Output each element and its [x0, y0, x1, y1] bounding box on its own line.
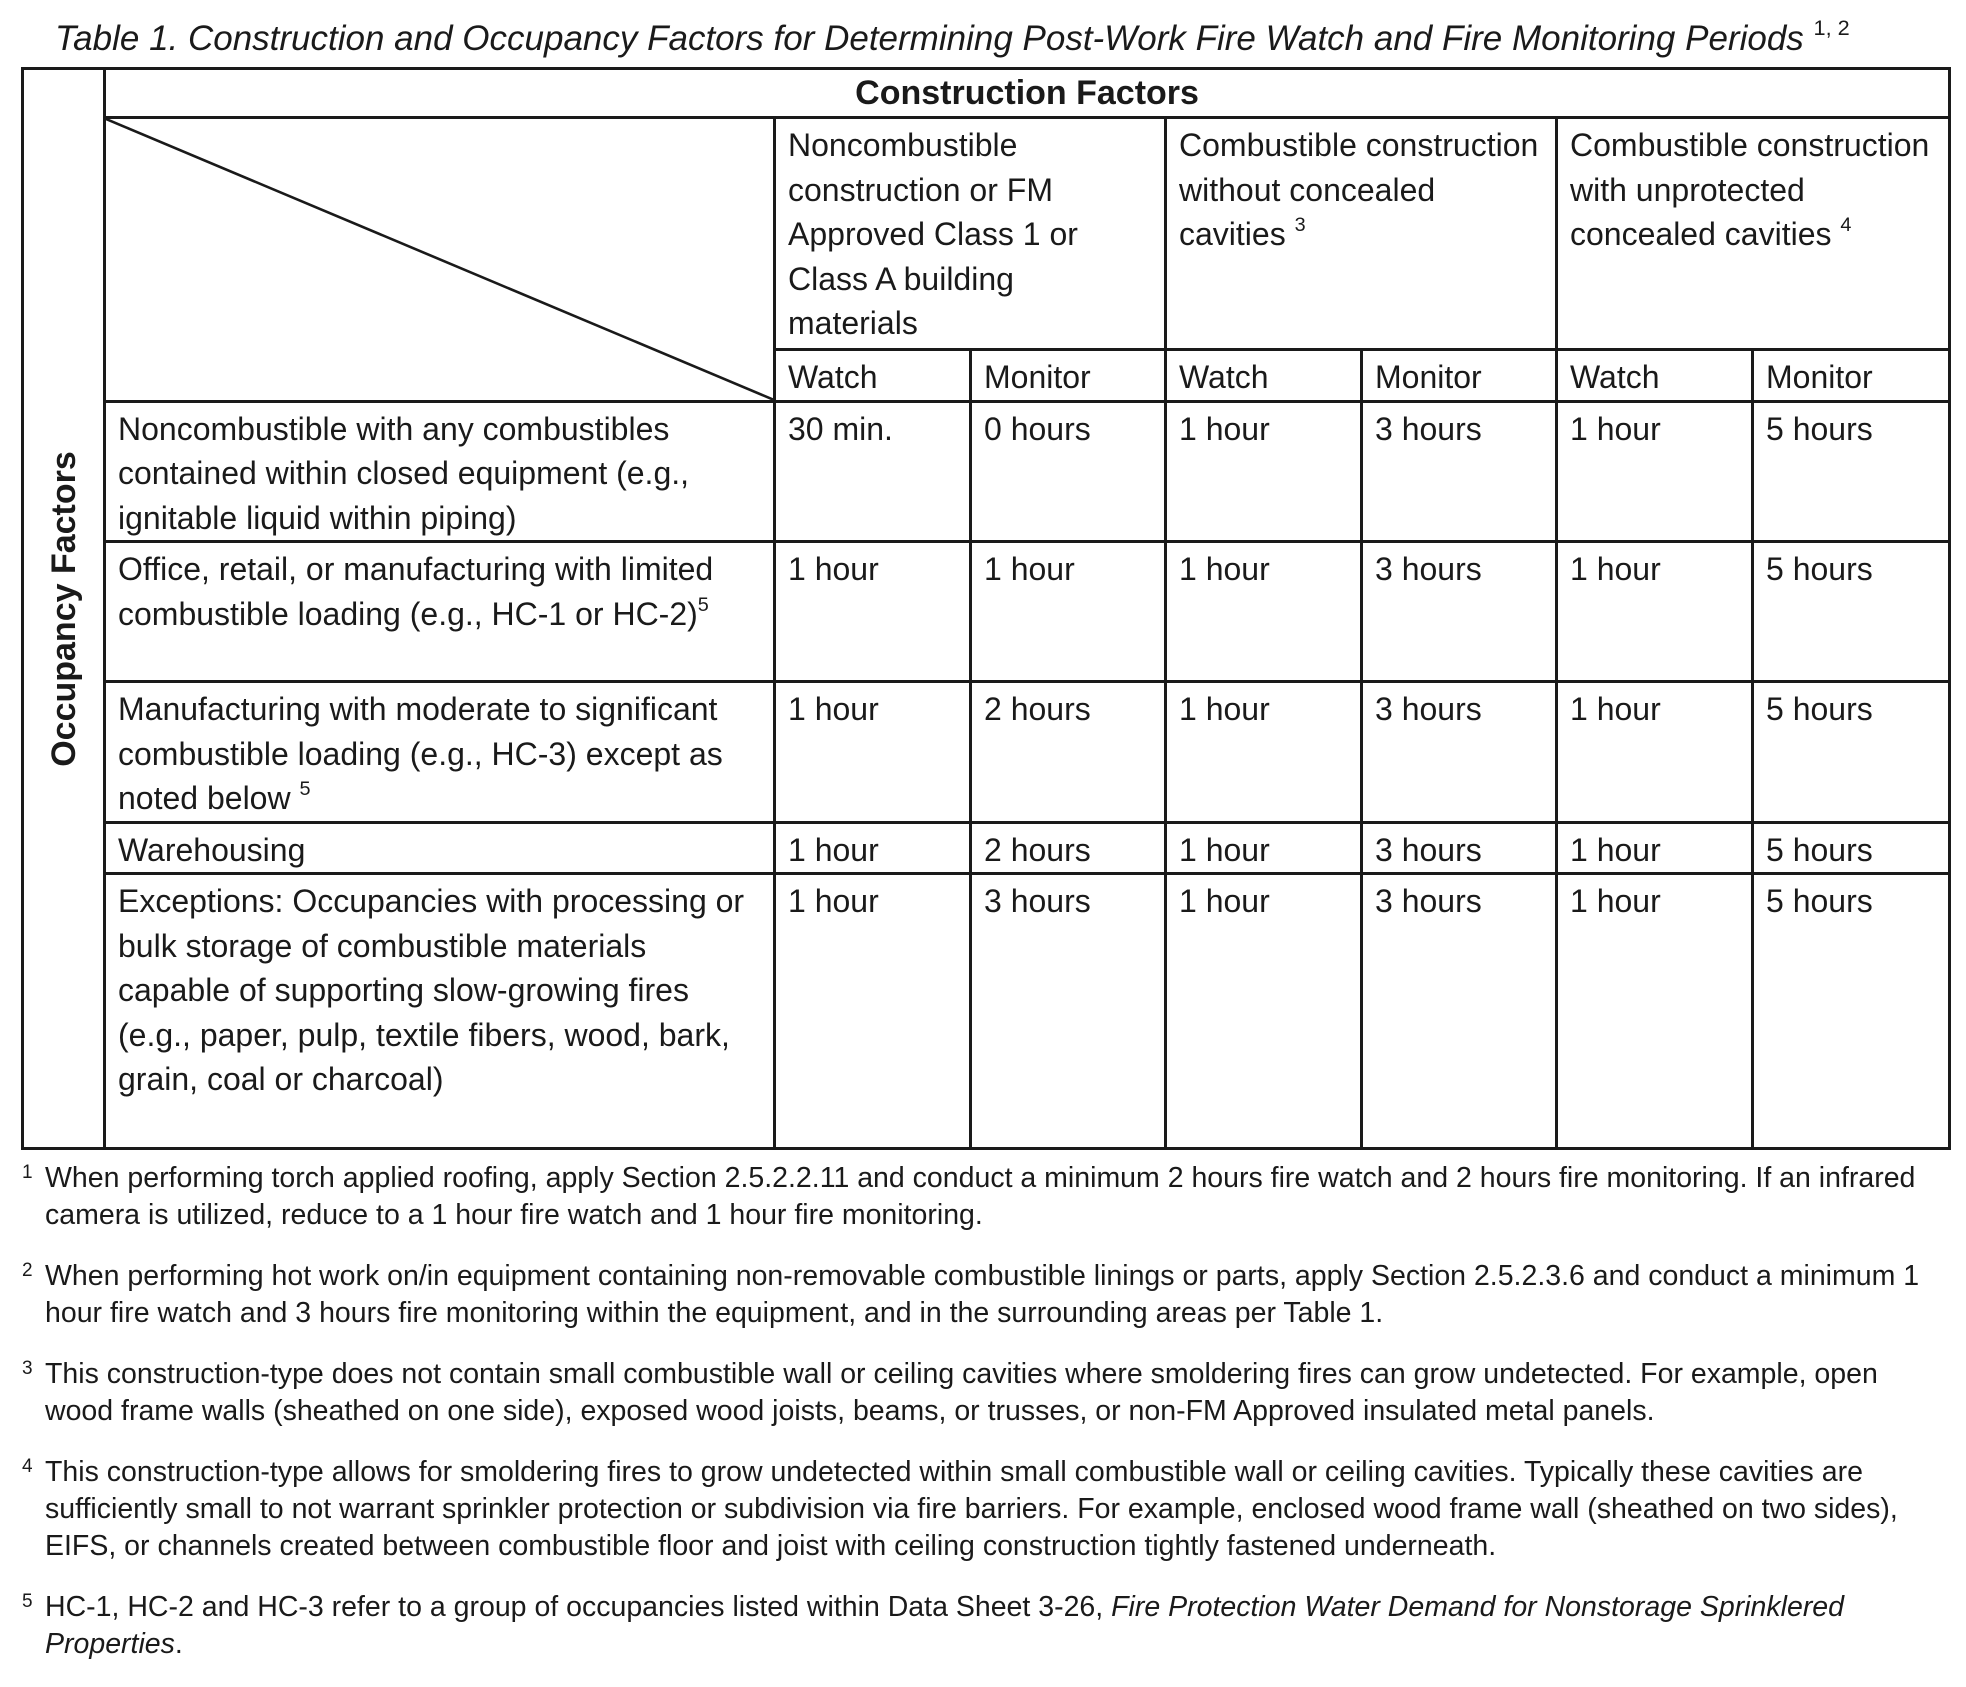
- sub-header-monitor: Monitor: [971, 350, 1166, 402]
- diagonal-line: [106, 119, 773, 400]
- occupancy-factors-header: [23, 69, 105, 1149]
- table-cell: 3 hours: [1362, 682, 1557, 823]
- sub-header-monitor: Monitor: [1753, 350, 1950, 402]
- data-sheet-title: Fire Protection Water Demand for Nonstorage Sprinklered Properties: [45, 1591, 1845, 1660]
- footnote-number: 3: [22, 1358, 33, 1379]
- footnote-text: This construction-type does not contain small combustible wall or ceiling cavities where smoldering fires can grow undetected. For example, open wood frame walls (sheathed on one side), exposed wood joists, beams, or trusses, or non-FM Approved insulated metal panels.: [45, 1358, 1878, 1427]
- footnote-text: When performing hot work on/in equipment containing non-removable combustible linings or parts, apply Section 2.5.2.3.6 and conduct a minimum 1 hour fire watch and 3 hours fire monitoring within the equipment, and in the surrounding areas per Table 1.: [45, 1260, 1920, 1329]
- sub-header-watch: Watch: [775, 350, 971, 402]
- table-cell: 0 hours: [971, 401, 1166, 542]
- col-header-combustible-no-cavities: Combustible construction without concealed cavities $^3$: [1166, 118, 1557, 350]
- footnotes: [20, 1160, 1950, 1687]
- table-cell: 5 hours: [1753, 542, 1950, 682]
- row-label: Manufacturing with moderate to significant combustible loading (e.g., HC-3) except as noted below $^5$: [105, 682, 775, 823]
- table-cell: 1 hour: [775, 822, 971, 874]
- footnote-number: 2: [22, 1260, 33, 1281]
- table-cell: 1 hour: [775, 542, 971, 682]
- table-cell: 3 hours: [1362, 822, 1557, 874]
- row-label: Noncombustible with any combustibles contained within closed equipment (e.g., ignitable liquid within piping): [105, 401, 775, 542]
- table-title: [55, 14, 1955, 64]
- table-cell: 1 hour: [1557, 542, 1753, 682]
- table-cell: 5 hours: [1753, 401, 1950, 542]
- table-cell: 3 hours: [1362, 874, 1557, 1149]
- table-cell: 1 hour: [1166, 401, 1362, 542]
- table-cell: 1 hour: [1166, 822, 1362, 874]
- footnote: [20, 1258, 1950, 1332]
- diagonal-header-cell: [105, 118, 775, 402]
- table-row: [23, 682, 1950, 823]
- footnote: [20, 1160, 1950, 1234]
- table-cell: 5 hours: [1753, 874, 1950, 1149]
- footnote: [20, 1356, 1950, 1430]
- footnote-number: 5: [22, 1591, 33, 1612]
- table-cell: 3 hours: [971, 874, 1166, 1149]
- table-cell: 1 hour: [1557, 682, 1753, 823]
- table-cell: 5 hours: [1753, 822, 1950, 874]
- col-header-noncombustible: Noncombustible construction or FM Approved Class 1 or Class A building materials: [775, 118, 1166, 350]
- sub-header-monitor: Monitor: [1362, 350, 1557, 402]
- table-cell: 1 hour: [775, 874, 971, 1149]
- construction-factors-header: Construction Factors: [105, 69, 1950, 118]
- title-text: Table 1. Construction and Occupancy Factors for Determining Post-Work Fire Watch and Fire Monitoring Periods: [55, 19, 1804, 58]
- occupancy-factors-label: Occupancy Factors: [44, 450, 83, 767]
- table-row: [23, 542, 1950, 682]
- table-cell: 2 hours: [971, 822, 1166, 874]
- factors-table: [21, 67, 1951, 1150]
- table-cell: 1 hour: [971, 542, 1166, 682]
- table-row: [23, 822, 1950, 874]
- row-label: Exceptions: Occupancies with processing or bulk storage of combustible materials capable of supporting slow-growing fires (e.g., paper, pulp, textile fibers, wood, bark, grain, coal or charcoal): [105, 874, 775, 1149]
- footnote-text: When performing torch applied roofing, apply Section 2.5.2.2.11 and conduct a minimum 2 hours fire watch and 2 hours fire monitoring. If an infrared camera is utilized, reduce to a 1 hour fire watch and 1 hour fire monitoring.: [45, 1162, 1916, 1231]
- footnote-number: 4: [22, 1456, 33, 1477]
- sub-header-watch: Watch: [1557, 350, 1753, 402]
- title-footnote-refs: 1, 2: [1813, 14, 1850, 40]
- table-cell: 1 hour: [1557, 874, 1753, 1149]
- table-cell: 1 hour: [1166, 874, 1362, 1149]
- table-cell: 1 hour: [775, 682, 971, 823]
- table-cell: 5 hours: [1753, 682, 1950, 823]
- table-cell: 3 hours: [1362, 542, 1557, 682]
- table-cell: 1 hour: [1166, 542, 1362, 682]
- table-cell: 30 min.: [775, 401, 971, 542]
- table-cell: 3 hours: [1362, 401, 1557, 542]
- table-row: [23, 401, 1950, 542]
- footnote-text: HC-1, HC-2 and HC-3 refer to a group of occupancies listed within Data Sheet 3-26, Fire Protection Water Demand for Nonstorage Sprinklered Properties.: [45, 1591, 1845, 1660]
- footnote-text: This construction-type allows for smoldering fires to grow undetected within small combustible wall or ceiling cavities. Typically these cavities are sufficiently small to not warrant sprinkler protection or subdivision via fire barriers. For example, enclosed wood frame wall (sheathed on two sides), EIFS, or channels created between combustible floor and joist with ceiling construction tightly fastened underneath.: [45, 1456, 1898, 1562]
- table-cell: 1 hour: [1557, 401, 1753, 542]
- col-header-combustible-with-cavities: Combustible construction with unprotected concealed cavities $^4$: [1557, 118, 1950, 350]
- table-cell: 1 hour: [1166, 682, 1362, 823]
- table-row: [23, 874, 1950, 1149]
- footnote: [20, 1589, 1950, 1663]
- footnote: [20, 1454, 1950, 1565]
- table-cell: 2 hours: [971, 682, 1166, 823]
- table-cell: 1 hour: [1557, 822, 1753, 874]
- sub-header-watch: Watch: [1166, 350, 1362, 402]
- row-label: Office, retail, or manufacturing with limited combustible loading (e.g., HC-1 or HC-2)$^5$: [105, 542, 775, 682]
- footnote-number: 1: [22, 1162, 33, 1183]
- row-label: Warehousing: [105, 822, 775, 874]
